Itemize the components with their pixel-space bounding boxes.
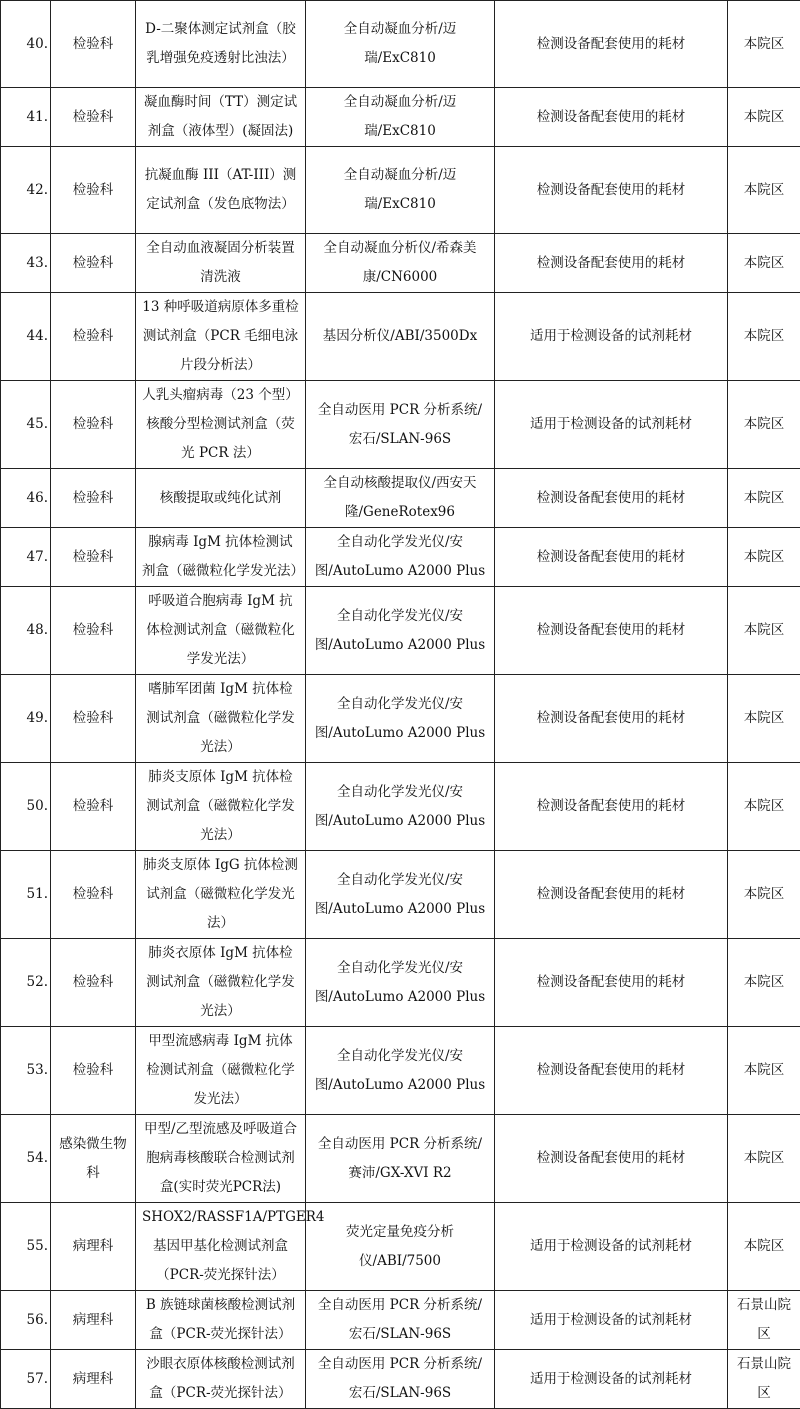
product-name-cell: 甲型/乙型流感及呼吸道合胞病毒核酸联合检测试剂盒(实时荧光PCR法)	[136, 1115, 306, 1203]
equipment-cell: 全自动医用 PCR 分析系统/宏石/SLAN-96S	[306, 1350, 495, 1409]
row-number-cell: 43.	[1, 234, 51, 293]
usage-cell: 检测设备配套使用的耗材	[495, 1115, 728, 1203]
department-cell: 检验科	[51, 234, 136, 293]
usage-cell: 适用于检测设备的试剂耗材	[495, 293, 728, 381]
department-cell: 检验科	[51, 293, 136, 381]
product-name-cell: 13 种呼吸道病原体多重检测试剂盒（PCR 毛细电泳片段分析法）	[136, 293, 306, 381]
table-row	[1, 763, 800, 851]
usage-cell: 适用于检测设备的试剂耗材	[495, 1350, 728, 1409]
equipment-cell: 全自动凝血分析/迈瑞/ExC810	[306, 1, 495, 88]
department-cell: 检验科	[51, 1027, 136, 1115]
table-row	[1, 851, 800, 939]
campus-cell: 本院区	[728, 1, 800, 88]
campus-cell: 本院区	[728, 469, 800, 528]
department-cell: 检验科	[51, 587, 136, 675]
row-number-cell: 52.	[1, 939, 51, 1027]
department-cell: 检验科	[51, 763, 136, 851]
equipment-cell: 全自动化学发光仪/安图/AutoLumo A2000 Plus	[306, 1027, 495, 1115]
equipment-cell: 全自动凝血分析/迈瑞/ExC810	[306, 147, 495, 234]
department-cell: 检验科	[51, 675, 136, 763]
equipment-cell: 全自动凝血分析/迈瑞/ExC810	[306, 88, 495, 147]
row-number-cell: 45.	[1, 381, 51, 469]
usage-cell: 适用于检测设备的试剂耗材	[495, 381, 728, 469]
table-row	[1, 528, 800, 587]
table-row	[1, 675, 800, 763]
product-name-cell: D-二聚体测定试剂盒（胶乳增强免疫透射比浊法）	[136, 1, 306, 88]
usage-cell: 检测设备配套使用的耗材	[495, 851, 728, 939]
row-number-cell: 42.	[1, 147, 51, 234]
campus-cell: 本院区	[728, 234, 800, 293]
equipment-cell: 全自动化学发光仪/安图/AutoLumo A2000 Plus	[306, 851, 495, 939]
department-cell: 检验科	[51, 147, 136, 234]
product-name-cell: 沙眼衣原体核酸检测试剂盒（PCR-荧光探针法）	[136, 1350, 306, 1409]
row-number-cell: 48.	[1, 587, 51, 675]
equipment-cell: 全自动化学发光仪/安图/AutoLumo A2000 Plus	[306, 528, 495, 587]
department-cell: 病理科	[51, 1203, 136, 1291]
product-name-cell: 肺炎衣原体 IgM 抗体检测试剂盒（磁微粒化学发光法）	[136, 939, 306, 1027]
row-number-cell: 57.	[1, 1350, 51, 1409]
equipment-cell: 荧光定量免疫分析仪/ABI/7500	[306, 1203, 495, 1291]
department-cell: 检验科	[51, 381, 136, 469]
product-name-cell: 嗜肺军团菌 IgM 抗体检测试剂盒（磁微粒化学发光法）	[136, 675, 306, 763]
usage-cell: 检测设备配套使用的耗材	[495, 675, 728, 763]
usage-cell: 检测设备配套使用的耗材	[495, 1, 728, 88]
product-name-cell: 肺炎支原体 IgM 抗体检测试剂盒（磁微粒化学发光法）	[136, 763, 306, 851]
usage-cell: 适用于检测设备的试剂耗材	[495, 1203, 728, 1291]
table-row	[1, 1115, 800, 1203]
usage-cell: 检测设备配套使用的耗材	[495, 763, 728, 851]
usage-cell: 检测设备配套使用的耗材	[495, 1027, 728, 1115]
usage-cell: 检测设备配套使用的耗材	[495, 234, 728, 293]
equipment-cell: 全自动凝血分析仪/希森美康/CN6000	[306, 234, 495, 293]
usage-cell: 检测设备配套使用的耗材	[495, 587, 728, 675]
row-number-cell: 53.	[1, 1027, 51, 1115]
table-row	[1, 1027, 800, 1115]
row-number-cell: 55.	[1, 1203, 51, 1291]
table-body	[1, 1, 800, 1409]
campus-cell: 本院区	[728, 1027, 800, 1115]
campus-cell: 本院区	[728, 763, 800, 851]
row-number-cell: 50.	[1, 763, 51, 851]
product-name-cell: SHOX2/RASSF1A/PTGER4 基因甲基化检测试剂盒（PCR-荧光探针法）	[136, 1203, 306, 1291]
campus-cell: 本院区	[728, 528, 800, 587]
product-name-cell: 甲型流感病毒 IgM 抗体检测试剂盒（磁微粒化学发光法）	[136, 1027, 306, 1115]
department-cell: 检验科	[51, 939, 136, 1027]
equipment-cell: 全自动医用 PCR 分析系统/宏石/SLAN-96S	[306, 1291, 495, 1350]
campus-cell: 本院区	[728, 675, 800, 763]
usage-cell: 检测设备配套使用的耗材	[495, 147, 728, 234]
usage-cell: 检测设备配套使用的耗材	[495, 88, 728, 147]
department-cell: 检验科	[51, 88, 136, 147]
department-cell: 病理科	[51, 1350, 136, 1409]
usage-cell: 检测设备配套使用的耗材	[495, 939, 728, 1027]
table-row	[1, 1, 800, 88]
product-name-cell: 呼吸道合胞病毒 IgM 抗体检测试剂盒（磁微粒化学发光法）	[136, 587, 306, 675]
equipment-cell: 全自动化学发光仪/安图/AutoLumo A2000 Plus	[306, 763, 495, 851]
department-cell: 检验科	[51, 528, 136, 587]
table-row	[1, 1291, 800, 1350]
table-row	[1, 88, 800, 147]
equipment-cell: 全自动医用 PCR 分析系统/赛沛/GX-XVI R2	[306, 1115, 495, 1203]
table-row	[1, 234, 800, 293]
equipment-cell: 全自动医用 PCR 分析系统/宏石/SLAN-96S	[306, 381, 495, 469]
equipment-cell: 全自动化学发光仪/安图/AutoLumo A2000 Plus	[306, 675, 495, 763]
department-cell: 检验科	[51, 851, 136, 939]
row-number-cell: 56.	[1, 1291, 51, 1350]
table-row	[1, 939, 800, 1027]
product-name-cell: 抗凝血酶 III（AT-III）测定试剂盒（发色底物法）	[136, 147, 306, 234]
row-number-cell: 41.	[1, 88, 51, 147]
usage-cell: 检测设备配套使用的耗材	[495, 469, 728, 528]
product-name-cell: B 族链球菌核酸检测试剂盒（PCR-荧光探针法）	[136, 1291, 306, 1350]
usage-cell: 适用于检测设备的试剂耗材	[495, 1291, 728, 1350]
campus-cell: 本院区	[728, 293, 800, 381]
department-cell: 感染微生物科	[51, 1115, 136, 1203]
row-number-cell: 51.	[1, 851, 51, 939]
campus-cell: 石景山院区	[728, 1291, 800, 1350]
product-name-cell: 肺炎支原体 IgG 抗体检测试剂盒（磁微粒化学发光法）	[136, 851, 306, 939]
campus-cell: 本院区	[728, 1203, 800, 1291]
campus-cell: 本院区	[728, 147, 800, 234]
table-row	[1, 1350, 800, 1409]
department-cell: 检验科	[51, 469, 136, 528]
row-number-cell: 46.	[1, 469, 51, 528]
campus-cell: 本院区	[728, 1115, 800, 1203]
product-name-cell: 全自动血液凝固分析装置清洗液	[136, 234, 306, 293]
row-number-cell: 54.	[1, 1115, 51, 1203]
campus-cell: 本院区	[728, 939, 800, 1027]
table-row	[1, 587, 800, 675]
campus-cell: 本院区	[728, 587, 800, 675]
product-name-cell: 人乳头瘤病毒（23 个型）核酸分型检测试剂盒（荧光 PCR 法）	[136, 381, 306, 469]
table-row	[1, 469, 800, 528]
row-number-cell: 47.	[1, 528, 51, 587]
campus-cell: 石景山院区	[728, 1350, 800, 1409]
campus-cell: 本院区	[728, 851, 800, 939]
equipment-cell: 基因分析仪/ABI/3500Dx	[306, 293, 495, 381]
equipment-cell: 全自动化学发光仪/安图/AutoLumo A2000 Plus	[306, 939, 495, 1027]
product-name-cell: 凝血酶时间（TT）测定试剂盒（液体型）(凝固法)	[136, 88, 306, 147]
campus-cell: 本院区	[728, 88, 800, 147]
row-number-cell: 40.	[1, 1, 51, 88]
department-cell: 检验科	[51, 1, 136, 88]
table-row	[1, 1203, 800, 1291]
usage-cell: 检测设备配套使用的耗材	[495, 528, 728, 587]
row-number-cell: 49.	[1, 675, 51, 763]
equipment-cell: 全自动核酸提取仪/西安天隆/GeneRotex96	[306, 469, 495, 528]
product-name-cell: 腺病毒 IgM 抗体检测试剂盒（磁微粒化学发光法）	[136, 528, 306, 587]
table-row	[1, 293, 800, 381]
equipment-cell: 全自动化学发光仪/安图/AutoLumo A2000 Plus	[306, 587, 495, 675]
campus-cell: 本院区	[728, 381, 800, 469]
table-row	[1, 381, 800, 469]
row-number-cell: 44.	[1, 293, 51, 381]
table-row	[1, 147, 800, 234]
department-cell: 病理科	[51, 1291, 136, 1350]
product-name-cell: 核酸提取或纯化试剂	[136, 469, 306, 528]
